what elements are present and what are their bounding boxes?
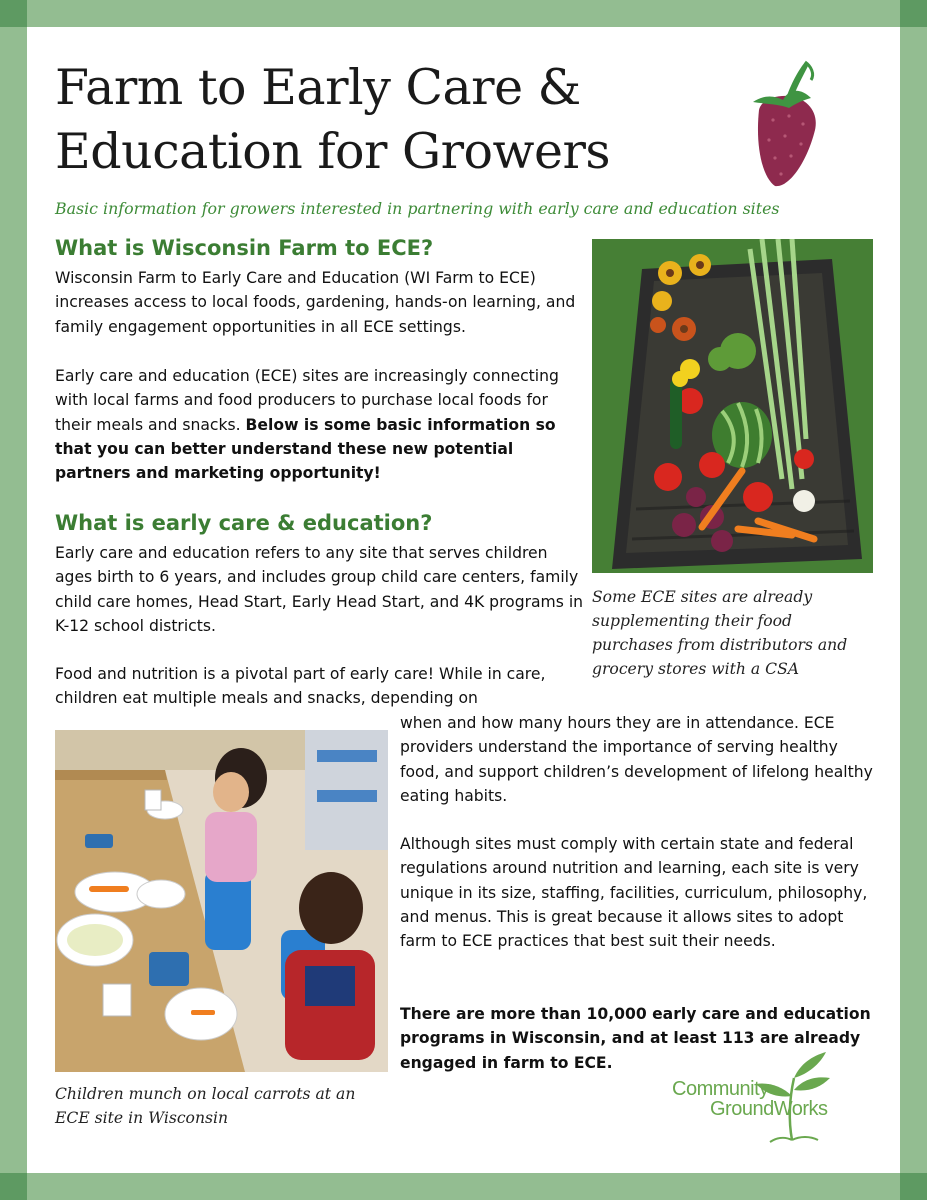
logo-text-groundworks: GroundWorks — [710, 1098, 828, 1120]
produce-photo-caption: Some ECE sites are already supplementing their food purchases from distributors and grocery stores with a CSA — [592, 588, 848, 678]
paragraph-bold-text: Below is some basic information so that you can better understand these new potential partners and marketing opportunity! — [55, 415, 556, 483]
ece-connecting-paragraph — [55, 364, 585, 485]
subtitle: Basic information for growers interested in partnering with early care and education sites — [55, 199, 780, 218]
logo-text-community: Community — [672, 1078, 769, 1100]
page-title: Farm to Early Care & Education for Growers — [55, 59, 611, 180]
border-corner — [900, 1173, 927, 1200]
wisconsin-programs-paragraph: There are more than 10,000 early care and education programs in Wisconsin, and at least 113 are already engaged in farm to ECE. — [400, 1005, 871, 1072]
regulations-paragraph: Although sites must comply with certain state and federal regulations around nutrition and learning, each site is very unique in its size, staffing, facilities, curriculum, philosophy, and menus. This is great because it allows sites to adopt farm to ECE practices that best suit their needs. — [400, 835, 868, 951]
paragraph-text: Early care and education (ECE) sites are increasingly connecting with local farms and food producers to purchase local foods for their meals and snacks. — [55, 367, 559, 434]
community-groundworks-logo — [672, 1048, 862, 1144]
border-corner — [0, 0, 27, 27]
food-nutrition-paragraph-start: Food and nutrition is a pivotal part of early care! While in care, children eat multiple meals and snacks, depending on — [55, 665, 546, 708]
section-heading-wi-farm-to-ece: What is Wisconsin Farm to ECE? — [55, 236, 434, 260]
produce-basket-photo — [592, 239, 873, 573]
children-photo-caption: Children munch on local carrots at an ECE site in Wisconsin — [55, 1085, 356, 1127]
border-corner — [900, 0, 927, 27]
border-corner — [0, 1173, 27, 1200]
early-care-definition-paragraph: Early care and education refers to any site that serves children ages birth to 6 years, and includes group child care centers, family child care homes, Head Start, Early Head Start, and 4K programs in K-12 school districts. — [55, 544, 584, 635]
section-heading-early-care-education: What is early care & education? — [55, 511, 433, 535]
food-nutrition-paragraph-end: when and how many hours they are in attendance. ECE providers understand the importance of serving healthy food, and support children’s development of lifelong healthy eating habits. — [400, 714, 873, 805]
children-eating-photo — [55, 730, 388, 1072]
strawberry-illustration — [745, 58, 825, 190]
wi-farm-to-ece-paragraph: Wisconsin Farm to Early Care and Education (WI Farm to ECE) increases access to local foods, gardening, hands-on learning, and family engagement opportunities in all ECE settings. — [55, 269, 576, 336]
